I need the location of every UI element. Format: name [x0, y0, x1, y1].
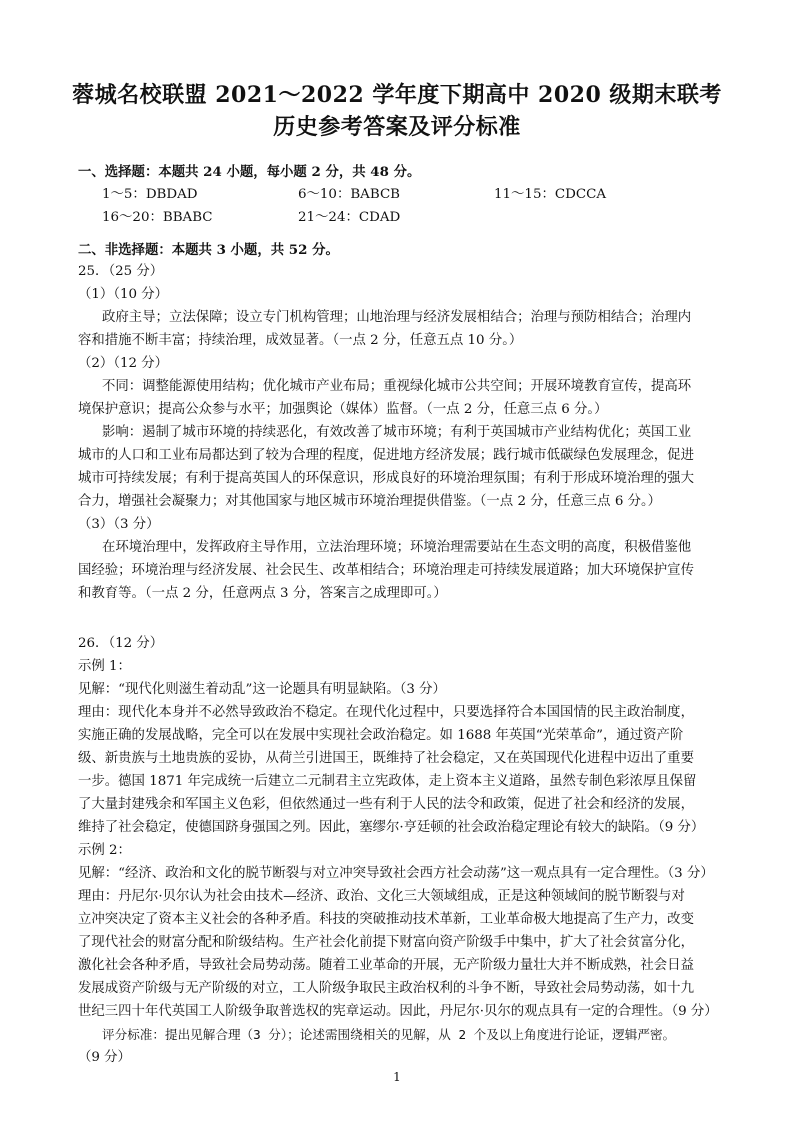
subquestion-label: （2）（12 分） [78, 356, 169, 371]
answer-group: 21～24：CDAD [298, 210, 401, 225]
question-26-header: 26．（12 分） [78, 636, 164, 651]
answer-line: 容和措施不断丰富；持续治理，成效显著。（一点 2 分，任意五点 10 分。） [78, 333, 523, 348]
answer-line: 了大量封建残余和军国主义色彩，但依然通过一些有利于人民的法令和政策，促进了社会和经济的发展， [78, 797, 694, 812]
answer-line: 境保护意识；提高公众参与水平；加强舆论（媒体）监督。（一点 2 分，任意三点 6 分。） [78, 402, 608, 417]
answer-line: 发展成资产阶级与无产阶级的对立，工人阶级争取民主政治权利的斗争不断，导致社会局势动荡，如十九 [78, 981, 694, 996]
example-label: 示例 2： [78, 843, 131, 858]
answer-line: 世纪三四十年代英国工人阶级争取普选权的宪章运动。因此，丹尼尔·贝尔的观点具有一定的合理性。（9 分） [78, 1004, 718, 1019]
answer-line: 见解：“现代化则滋生着动乱”这一论题具有明显缺陷。（3 分） [78, 682, 446, 697]
page-subtitle: 历史参考答案及评分标准 [273, 114, 521, 140]
scoring-criteria: （9 分） [78, 1050, 131, 1065]
scoring-criteria: 评分标准：提出见解合理（3 分）；论述需围绕相关的见解，从 2 个及以上角度进行论证，逻辑严密。 [102, 1027, 676, 1042]
answer-line: 级、新贵族与土地贵族的妥协，从荷兰引进国王，既维持了社会稳定，又在英国现代化进程中迈出了重要 [78, 751, 694, 766]
answer-line: 影响：遏制了城市环境的持续恶化，有效改善了城市环境；有利于英国城市产业结构优化；英国工业 [102, 425, 692, 440]
answer-line: 理由：丹尼尔·贝尔认为社会由技术—经济、政治、文化三大领域组成，正是这种领域间的脱节断裂与对 [78, 889, 685, 904]
answer-line: 一步。德国 1871 年完成统一后建立二元制君主立宪政体，走上资本主义道路，虽然专制色彩浓厚且保留 [78, 774, 697, 789]
answer-line: 合力，增强社会凝聚力；对其他国家与地区城市环境治理提供借鉴。（一点 2 分，任意三点 6 分。） [78, 494, 662, 509]
subquestion-label: （3）（3 分） [78, 517, 160, 532]
answer-line: 见解：“经济、政治和文化的脱节断裂与对立冲突导致社会西方社会动荡”这一观点具有一定合理性。（3 分） [78, 866, 714, 881]
answer-line: 了现代社会的财富分配和阶级结构。生产社会化前提下财富向资产阶级手中集中，扩大了社会贫富分化， [78, 935, 694, 950]
answer-line: 城市的人口和工业布局都达到了较为合理的程度，促进地方经济发展；践行城市低碳绿色发展理念，促进 [78, 448, 694, 463]
answer-line: 政府主导；立法保障；设立专门机构管理；山地治理与经济发展相结合；治理与预防相结合；治理内 [102, 310, 692, 325]
answer-line: 理由：现代化本身并不必然导致政治不稳定。在现代化过程中，只要选择符合本国国情的民主政治制度， [78, 705, 694, 720]
part2-heading: 二、非选择题：本题共 3 小题，共 52 分。 [78, 242, 339, 258]
answer-line: 在环境治理中，发挥政府主导作用，立法治理环境；环境治理需要站在生态文明的高度，积极借鉴他 [102, 540, 692, 555]
question-25-header: 25．（25 分） [78, 264, 164, 279]
answer-group: 16～20：BBABC [102, 210, 213, 225]
answer-group: 1～5：DBDAD [102, 187, 198, 202]
answer-line: 激化社会各种矛盾，导致社会局势动荡。随着工业革命的开展，无产阶级力量壮大并不断成熟，社会日益 [78, 958, 694, 973]
page-number: 1 [393, 1070, 401, 1084]
answer-line: 不同：调整能源使用结构；优化城市产业布局；重视绿化城市公共空间；开展环境教育宣传，提高环 [102, 379, 692, 394]
answer-line: 实施正确的发展战略，完全可以在发展中实现社会政治稳定。如 1688 年英国“光荣革命”，通过资产阶 [78, 728, 684, 743]
answer-group: 11～15：CDCCA [494, 187, 607, 202]
page-title: 蓉城名校联盟 2021～2022 学年度下期高中 2020 级期末联考 [72, 82, 722, 108]
answer-line: 国经验；环境治理与经济发展、社会民生、改革相结合；环境治理走可持续发展道路；加大环境保护宣传 [78, 563, 694, 578]
answer-line: 城市可持续发展；有利于提高英国人的环保意识，形成良好的环境治理氛围；有利于形成环境治理的强大 [78, 471, 694, 486]
part1-heading: 一、选择题：本题共 24 小题，每小题 2 分，共 48 分。 [78, 164, 421, 180]
answer-group: 6～10：BABCB [298, 187, 401, 202]
answer-line: 维持了社会稳定，使德国跻身强国之列。因此，塞缪尔·亨廷顿的社会政治稳定理论有较大的缺陷。（9 分） [78, 820, 705, 835]
subquestion-label: （1）（10 分） [78, 287, 169, 302]
example-label: 示例 1： [78, 659, 131, 674]
answer-line: 立冲突决定了资本主义社会的各种矛盾。科技的突破推动技术革新，工业革命极大地提高了生产力，改变 [78, 912, 694, 927]
answer-line: 和教育等。（一点 2 分，任意两点 3 分，答案言之成理即可。） [78, 586, 447, 601]
